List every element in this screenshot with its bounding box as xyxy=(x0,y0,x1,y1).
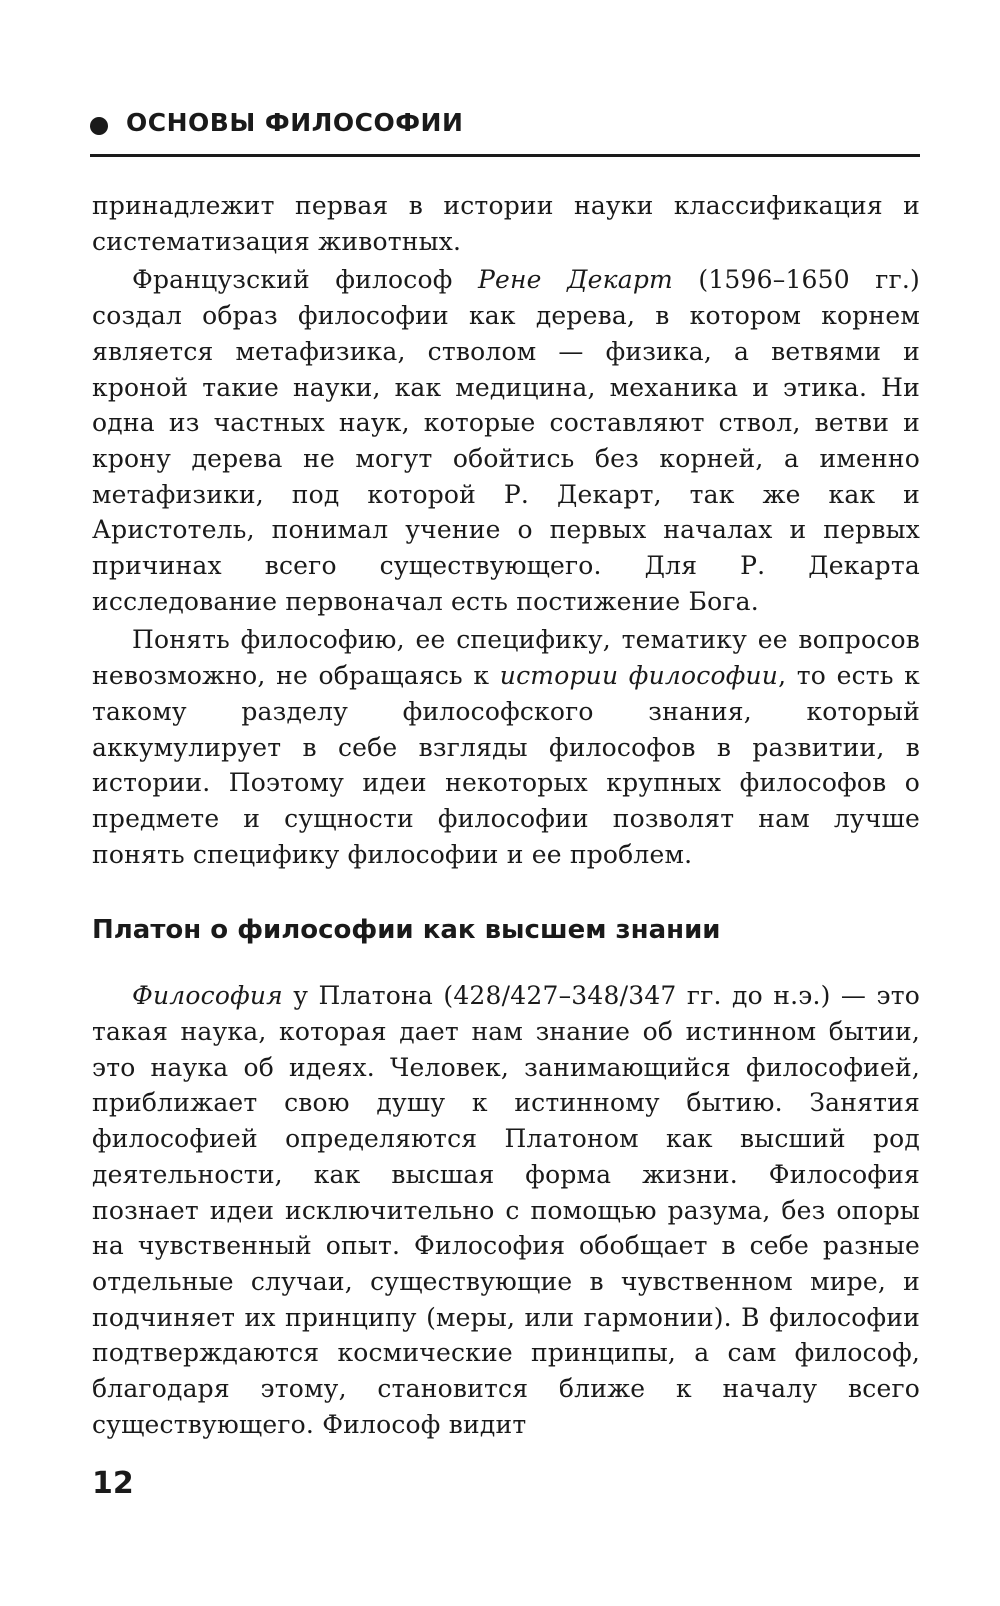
paragraph-text: , то есть к такому разделу философского знания, который аккумулирует в себе взгляды философов в развитии, в истории. Поэтому идеи некоторых крупных философов о предмете и сущности философии позволят нам лучше понять специфику философии и ее проблем. xyxy=(92,661,921,869)
bullet-icon xyxy=(90,117,108,135)
paragraph-text: Французский философ xyxy=(132,265,478,295)
running-header-title: ОСНОВЫ ФИЛОСОФИИ xyxy=(126,108,464,137)
paragraph-text: у Платона (428/427–348/347 гг. до н.э.) — это такая наука, которая дает нам знание об истинном бытии, это наука об идеях. Человек, занимающийся философией, приближает свою душу к истинному бытию. Занятия философией определяются Платоном как высший род деятельности, как высшая форма жизни. Философия познает идеи исключительно с помощью разума, без опоры на чувственный опыт. Философия обобщает в себе разные отдельные случаи, существующие в чувственном мире, и подчиняет их принципу (меры, или гармонии). В философии подтверждаются космические принципы, а сам философ, благодаря этому, становится ближе к началу всего существующего. Философ видит xyxy=(92,981,920,1439)
paragraph-text: Понять философию, ее специфику, тематику ее вопросов невозможно, не обращаясь к xyxy=(92,625,920,691)
paragraph xyxy=(92,978,920,1442)
paragraph-text: принадлежит первая в истории науки классификация и систематизация животных. xyxy=(92,191,920,256)
running-header xyxy=(90,104,920,157)
page-number: 12 xyxy=(92,1466,134,1501)
page-content xyxy=(92,188,920,1443)
section-heading: Платон о философии как высшем знании xyxy=(92,915,721,946)
paragraph xyxy=(92,622,920,872)
paragraph xyxy=(92,188,920,259)
paragraph-text: (1596–1650 гг.) создал образ философии как дерева, в котором корнем является метафизика, стволом — физика, а ветвями и кроной такие науки, как медицина, механика и этика. Ни одна из частных наук, которые составляют ствол, ветви и крону дерева не могут обойтись без корней, а именно метафизики, под которой Р. Декарт, так же как и Аристотель, понимал учение о первых началах и первых причинах всего существующего. Для Р. Декарта исследование первоначал есть постижение Бога. xyxy=(92,265,920,616)
paragraph xyxy=(92,262,920,619)
italic-term: истории философии xyxy=(499,661,779,691)
italic-name: Рене Декарт xyxy=(477,265,673,295)
italic-term: Философия xyxy=(132,981,283,1011)
